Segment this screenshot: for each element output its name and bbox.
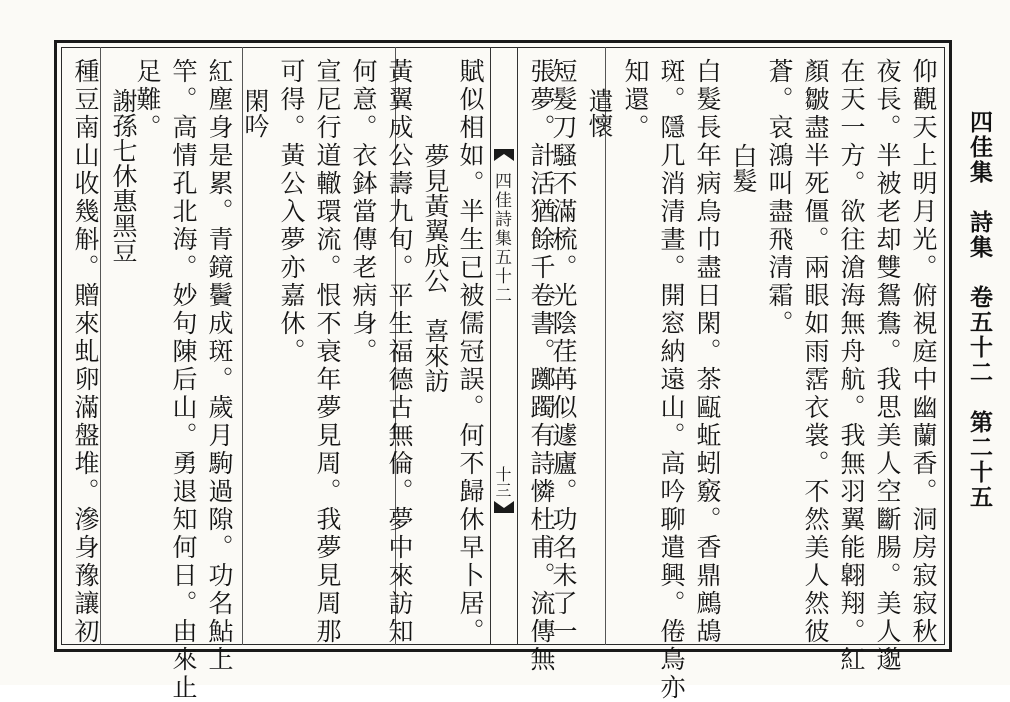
center-fold-title: 四佳詩集五十二 bbox=[491, 172, 511, 305]
text-column: 宣尼行道轍環流。恨不衰年夢見周。我夢見周那 bbox=[313, 58, 342, 646]
text-column: 黃翼成公壽九旬。平生福德古無倫。夢中來訪知 bbox=[385, 58, 414, 646]
text-column: 仰觀天上明月光。俯視庭中幽蘭香。洞房寂寂秋 bbox=[909, 58, 938, 646]
text-column: 張夢。計活猶餘千卷書。躑躅有詩憐杜甫。流傳無 bbox=[527, 58, 556, 674]
text-column: 何意。衣鉢當傳老病身。 bbox=[349, 58, 378, 366]
column-rule bbox=[100, 47, 101, 645]
poem-title: 遣懷 bbox=[585, 88, 614, 138]
margin-title: 四佳集 詩集 卷五十二 第二十五 bbox=[966, 110, 993, 510]
text-column: 顏皺盡半死僵。兩眼如雨霑衣裳。不然美人然彼 bbox=[801, 58, 830, 646]
text-column: 知還。 bbox=[621, 58, 650, 142]
text-column: 賦似相如。半生已被儒冠誤。何不歸休早卜居。 bbox=[456, 58, 485, 646]
poem-title: 閑吟 bbox=[241, 88, 270, 138]
poem-title: 謝孫七休惠黑豆 bbox=[109, 88, 138, 263]
text-column: 蒼。哀鴻叫盡飛清霜。 bbox=[765, 58, 794, 338]
text-column: 紅塵身是累。青鏡鬢成斑。歲月駒過隙。功名鮎上 bbox=[205, 58, 234, 674]
text-column: 在天一方。欲往滄海無舟航。我無羽翼能翺翔。紅 bbox=[837, 58, 866, 674]
text-column: 夜長。半被老却雙鴛鴦。我思美人空斷腸。美人邈 bbox=[873, 58, 902, 674]
text-column: 白髮長年病烏巾盡日閑。茶甌蚯蚓竅。香鼎鷓鴣 bbox=[693, 58, 722, 646]
text-column: 可得。黃公入夢亦嘉休。 bbox=[277, 58, 306, 366]
poem-title: 夢見黃翼成公 喜來訪 bbox=[421, 143, 450, 393]
center-fold-strip bbox=[490, 47, 518, 645]
text-column: 短髮刀騷不滿梳。光陰荏苒似遽廬。功名未了一 bbox=[549, 58, 578, 646]
text-column: 種豆南山收幾斛。贈來虬卵滿盤堆。滲身豫讓初 bbox=[71, 58, 100, 646]
center-fold-page-number: 十三 bbox=[493, 466, 512, 498]
poem-title: 白髮 bbox=[729, 143, 758, 193]
text-column: 足難。 bbox=[133, 58, 162, 142]
fish-tail-mark-icon bbox=[493, 148, 515, 162]
fish-tail-mark-icon bbox=[493, 500, 515, 514]
text-column: 斑。隱几消清晝。開窓納遠山。高吟聊遣興。倦鳥亦 bbox=[657, 58, 686, 702]
text-column: 竿。高情孔北海。妙句陳后山。勇退知何日。由來止 bbox=[169, 58, 198, 702]
